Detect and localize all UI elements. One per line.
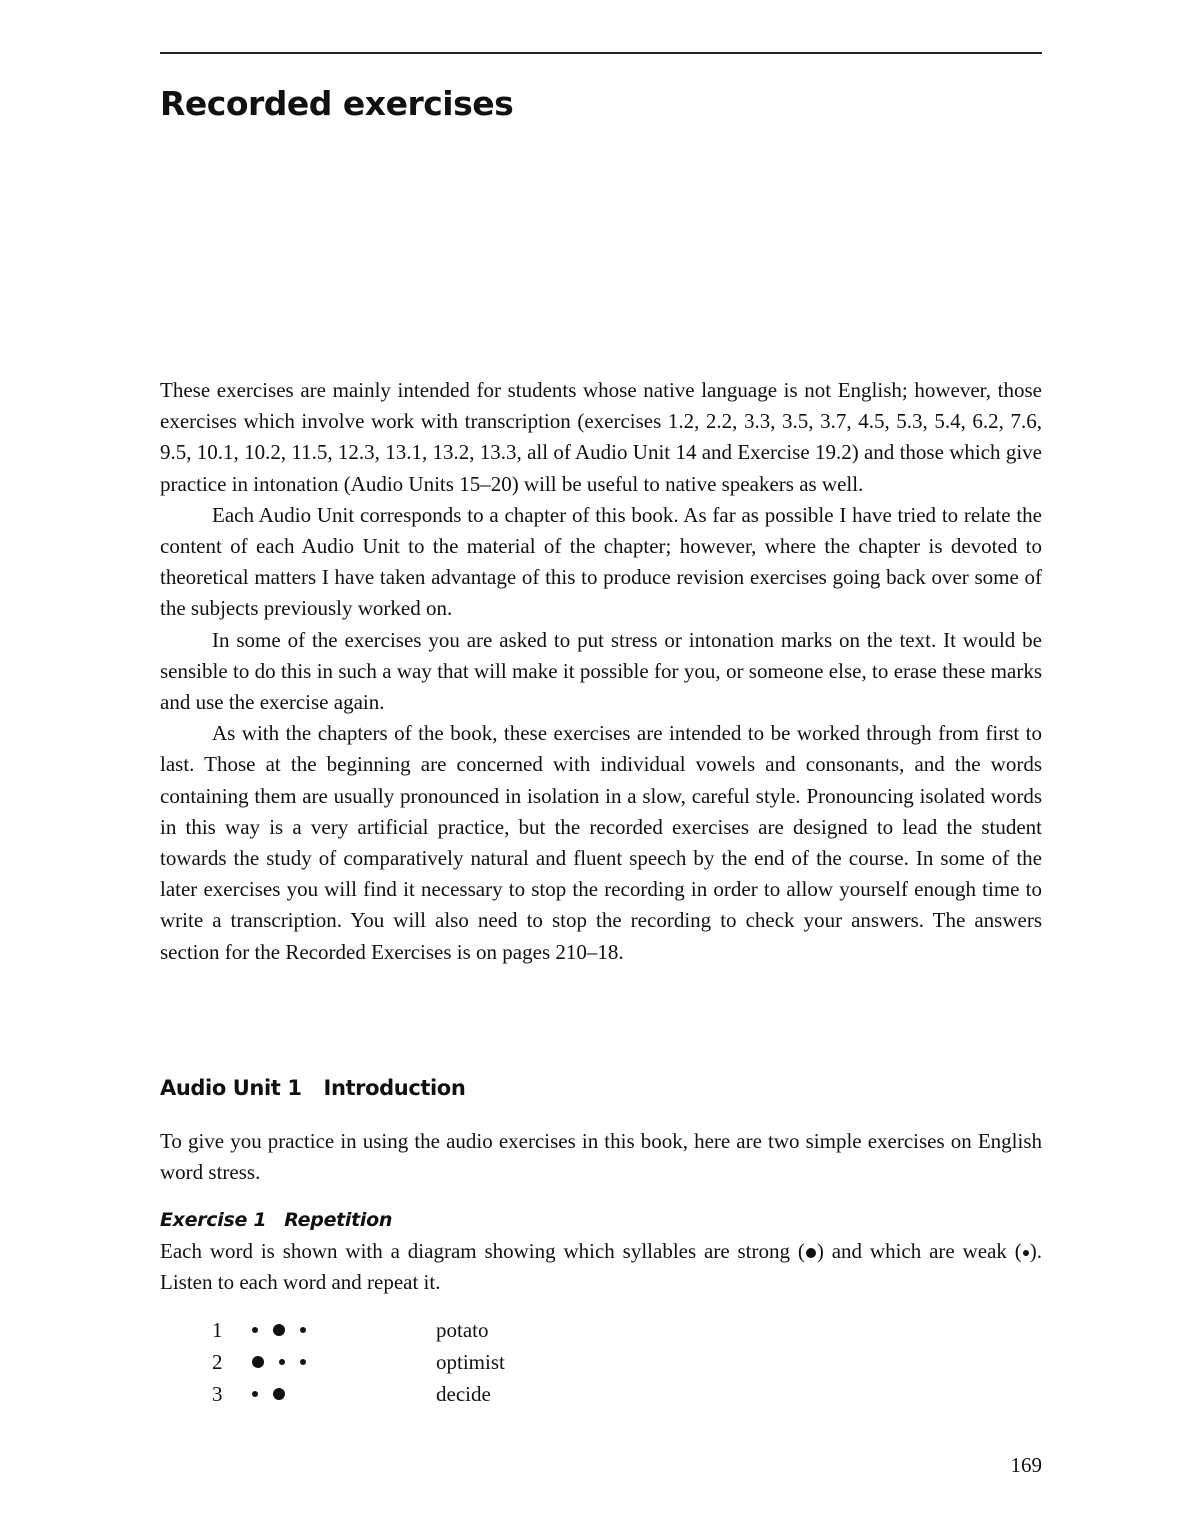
strong-syllable-dot-icon bbox=[806, 1248, 816, 1258]
instructions-text-3: ). Listen to each word and repeat it. bbox=[160, 1239, 1042, 1295]
instructions-text-2: ) and which are weak ( bbox=[816, 1239, 1022, 1263]
exercise-word: potato bbox=[436, 1318, 489, 1342]
stress-pattern bbox=[252, 1314, 306, 1346]
strong-syllable-dot-icon bbox=[252, 1356, 264, 1368]
exercise-item-number: 1 bbox=[212, 1318, 223, 1342]
weak-syllable-dot-icon bbox=[300, 1327, 306, 1333]
chapter-title: Recorded exercises bbox=[160, 84, 514, 123]
audio-unit-intro: To give you practice in using the audio exercises in this book, here are two simple exercises on English word stress. bbox=[160, 1129, 1042, 1185]
intro-paragraph-3: In some of the exercises you are asked to put stress or intonation marks on the text. It would be sensible to do this in such a way that will make it possible for you, or someone else, to erase these marks and use the exercise again. bbox=[160, 627, 1042, 715]
exercise-heading bbox=[160, 1205, 392, 1235]
exercise-title: Repetition bbox=[284, 1209, 393, 1231]
strong-syllable-dot-icon bbox=[273, 1388, 285, 1400]
exercise-item-number: 2 bbox=[212, 1350, 223, 1374]
exercise-instructions bbox=[160, 1236, 1042, 1298]
instructions-text-1: Each word is shown with a diagram showing which syllables are strong ( bbox=[160, 1239, 805, 1263]
weak-syllable-dot-icon bbox=[1023, 1250, 1029, 1256]
exercise-item bbox=[212, 1314, 712, 1346]
intro-paragraph-1: These exercises are mainly intended for students whose native language is not English; however, those exercises which involve work with transcription (exercises 1.2, 2.2, 3.3, 3.5, 3.7, 4.5, 5.3, 5.4, 6.2, 7.6, 9.5, 10.1, 10.2, 11.5, 12.3, 13.1, 13.2, 13.3, all of Audio Unit 14 and Exercise 19.2) and those which give practice in intonation (Audio Units 15–20) will be useful to native speakers as well. bbox=[160, 378, 1042, 496]
exercise-item bbox=[212, 1378, 712, 1410]
weak-syllable-dot-icon bbox=[300, 1359, 306, 1365]
exercise-number: Exercise 1 bbox=[160, 1209, 267, 1231]
exercise-word: optimist bbox=[436, 1350, 505, 1374]
weak-syllable-dot-icon bbox=[252, 1327, 258, 1333]
strong-syllable-dot-icon bbox=[273, 1324, 285, 1336]
exercise-instructions-block bbox=[160, 1236, 1042, 1298]
intro-text bbox=[160, 375, 1042, 968]
page-number: 169 bbox=[1010, 1453, 1042, 1477]
audio-unit-number: Audio Unit 1 bbox=[160, 1076, 302, 1100]
exercise-word-list bbox=[212, 1314, 712, 1410]
exercise-item bbox=[212, 1346, 712, 1378]
exercise-word: decide bbox=[436, 1382, 491, 1406]
stress-pattern bbox=[252, 1346, 306, 1378]
audio-unit-title: Introduction bbox=[323, 1076, 466, 1100]
intro-paragraph-2: Each Audio Unit corresponds to a chapter of this book. As far as possible I have tried to relate the content of each Audio Unit to the material of the chapter; however, where the chapter is devoted to theoretical matters I have taken advantage of this to produce revision exercises going back over some of the subjects previously worked on. bbox=[160, 502, 1042, 621]
weak-syllable-dot-icon bbox=[252, 1391, 258, 1397]
intro-paragraph-4: As with the chapters of the book, these exercises are intended to be worked through from first to last. Those at the beginning are concerned with individual vowels and consonants, and the words containing them are usually pronounced in isolation in a slow, careful style. Pronouncing isolated words in this way is a very artificial practice, but the recorded exercises are designed to lead the student towards the study of comparatively natural and fluent speech by the end of the course. In some of the later exercises you will find it necessary to stop the recording in order to allow yourself enough time to write a transcription. You will also need to stop the recording to check your answers. The answers section for the Recorded Exercises is on pages 210–18. bbox=[160, 721, 1042, 964]
audio-unit-heading bbox=[160, 1073, 465, 1103]
top-rule bbox=[160, 52, 1042, 54]
stress-pattern bbox=[252, 1378, 285, 1410]
book-page bbox=[160, 0, 1042, 1516]
weak-syllable-dot-icon bbox=[279, 1359, 285, 1365]
audio-unit-intro-block bbox=[160, 1126, 1042, 1188]
exercise-item-number: 3 bbox=[212, 1382, 223, 1406]
